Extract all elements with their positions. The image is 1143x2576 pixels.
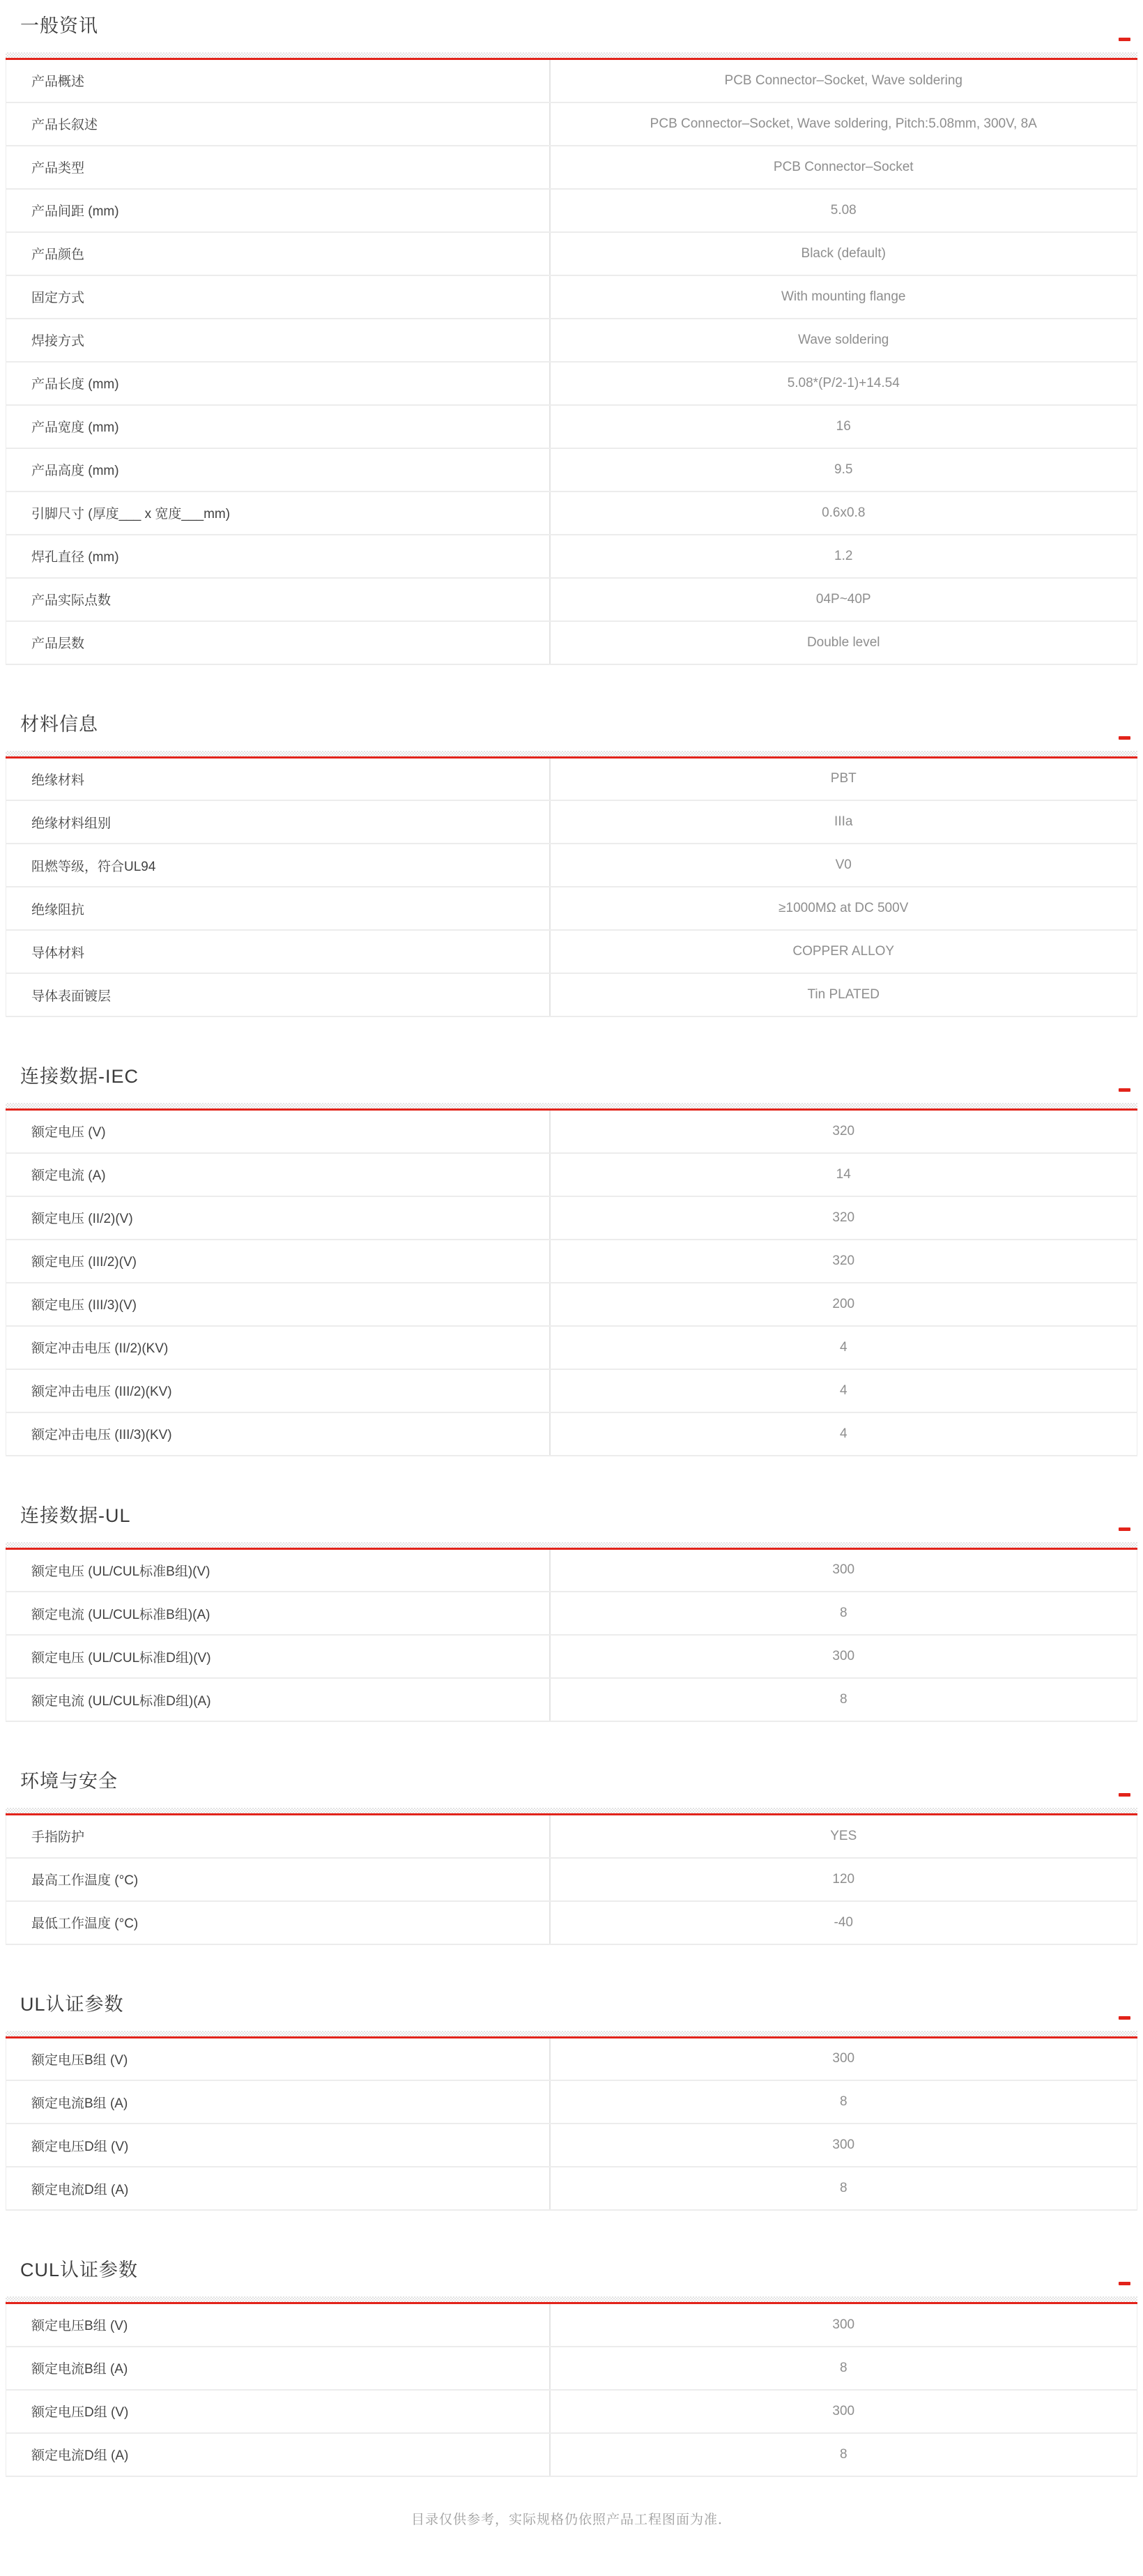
spec-value: 300 [550, 2037, 1137, 2080]
spec-value: 5.08 [550, 189, 1137, 232]
spec-label: 绝缘材料 [6, 757, 550, 800]
spec-row [6, 973, 1137, 1016]
spec-row [6, 189, 1137, 232]
spec-row [6, 2390, 1137, 2433]
spec-label: 额定电压D组 (V) [6, 2390, 550, 2433]
product-spec-page [6, 15, 1137, 2528]
spec-value: IIIa [550, 800, 1137, 844]
section-header [6, 1994, 1137, 2031]
spec-row [6, 2303, 1137, 2347]
spec-label: 产品概述 [6, 59, 550, 102]
spec-row [6, 2037, 1137, 2080]
section-title: 环境与安全 [20, 1771, 118, 1792]
spec-label: 额定电流B组 (A) [6, 2347, 550, 2390]
spec-label: 额定电流B组 (A) [6, 2080, 550, 2124]
section-title: CUL认证参数 [20, 2259, 139, 2280]
spec-value: PCB Connector–Socket [550, 146, 1137, 189]
hatch-divider [6, 2296, 1137, 2302]
spec-row [6, 844, 1137, 887]
spec-label: 固定方式 [6, 275, 550, 319]
spec-value: 9.5 [550, 448, 1137, 491]
section-title: 连接数据-IEC [20, 1066, 139, 1087]
section-material-info [6, 714, 1137, 1018]
spec-row [6, 1283, 1137, 1326]
spec-value: 320 [550, 1240, 1137, 1283]
spec-value: 14 [550, 1153, 1137, 1196]
spec-table [6, 1108, 1137, 1456]
spec-label: 焊孔直径 (mm) [6, 535, 550, 578]
spec-row [6, 1815, 1137, 1858]
spec-row [6, 1858, 1137, 1901]
spec-label: 产品长叙述 [6, 102, 550, 146]
section-title: UL认证参数 [20, 1993, 124, 2015]
spec-value: YES [550, 1815, 1137, 1858]
spec-row [6, 1240, 1137, 1283]
spec-label: 额定电压D组 (V) [6, 2124, 550, 2167]
spec-value: 04P~40P [550, 578, 1137, 621]
spec-value: 320 [550, 1110, 1137, 1153]
spec-label: 额定电压 (UL/CUL标准D组)(V) [6, 1635, 550, 1678]
spec-label: 产品层数 [6, 621, 550, 664]
spec-value: 0.6x0.8 [550, 491, 1137, 535]
spec-label: 绝缘材料组别 [6, 800, 550, 844]
section-header [6, 714, 1137, 751]
spec-row [6, 146, 1137, 189]
hatch-divider [6, 1103, 1137, 1108]
spec-value: 300 [550, 2303, 1137, 2347]
spec-row [6, 405, 1137, 448]
spec-row [6, 1592, 1137, 1635]
spec-value: 1.2 [550, 535, 1137, 578]
spec-row [6, 757, 1137, 800]
spec-row [6, 448, 1137, 491]
spec-row [6, 2347, 1137, 2390]
spec-row [6, 1153, 1137, 1196]
spec-label: 额定电压B组 (V) [6, 2037, 550, 2080]
spec-label: 产品长度 (mm) [6, 362, 550, 405]
spec-label: 产品实际点数 [6, 578, 550, 621]
spec-row [6, 275, 1137, 319]
spec-label: 额定电流D组 (A) [6, 2433, 550, 2476]
spec-label: 额定电流 (A) [6, 1153, 550, 1196]
spec-label: 产品高度 (mm) [6, 448, 550, 491]
spec-row [6, 930, 1137, 973]
spec-label: 额定电压 (V) [6, 1110, 550, 1153]
spec-row [6, 1110, 1137, 1153]
section-title: 材料信息 [20, 713, 98, 735]
spec-label: 额定冲击电压 (III/3)(KV) [6, 1412, 550, 1456]
spec-row [6, 102, 1137, 146]
section-ul-certification [6, 1994, 1137, 2211]
spec-value: COPPER ALLOY [550, 930, 1137, 973]
spec-value: 5.08*(P/2-1)+14.54 [550, 362, 1137, 405]
spec-value: 120 [550, 1858, 1137, 1901]
spec-row [6, 621, 1137, 664]
spec-value: With mounting flange [550, 275, 1137, 319]
spec-value: Black (default) [550, 232, 1137, 275]
spec-label: 产品宽度 (mm) [6, 405, 550, 448]
spec-value: 8 [550, 2347, 1137, 2390]
spec-value: 4 [550, 1369, 1137, 1412]
section-header [6, 1505, 1137, 1542]
spec-value: 300 [550, 1635, 1137, 1678]
spec-row [6, 1635, 1137, 1678]
collapse-minus-icon[interactable] [1119, 1088, 1130, 1092]
spec-value: 8 [550, 2433, 1137, 2476]
spec-value: 8 [550, 1678, 1137, 1721]
collapse-minus-icon[interactable] [1119, 38, 1130, 41]
spec-table [6, 756, 1137, 1018]
spec-row [6, 491, 1137, 535]
section-header [6, 2259, 1137, 2296]
spec-label: 最低工作温度 (°C) [6, 1901, 550, 1944]
spec-row [6, 887, 1137, 930]
spec-label: 手指防护 [6, 1815, 550, 1858]
spec-row [6, 2124, 1137, 2167]
collapse-minus-icon[interactable] [1119, 736, 1130, 740]
spec-value: 8 [550, 2167, 1137, 2210]
spec-label: 焊接方式 [6, 319, 550, 362]
spec-value: 300 [550, 2390, 1137, 2433]
spec-label: 额定冲击电压 (II/2)(KV) [6, 1326, 550, 1369]
spec-row [6, 319, 1137, 362]
spec-table [6, 2302, 1137, 2477]
spec-row [6, 1412, 1137, 1456]
hatch-divider [6, 52, 1137, 58]
spec-label: 额定电压 (UL/CUL标准B组)(V) [6, 1548, 550, 1592]
spec-value: -40 [550, 1901, 1137, 1944]
spec-value: 4 [550, 1412, 1137, 1456]
spec-value: ≥1000MΩ at DC 500V [550, 887, 1137, 930]
spec-label: 阻燃等级，符合UL94 [6, 844, 550, 887]
spec-value: 8 [550, 2080, 1137, 2124]
collapse-minus-icon[interactable] [1119, 1527, 1130, 1531]
spec-value: Tin PLATED [550, 973, 1137, 1016]
collapse-minus-icon[interactable] [1119, 1793, 1130, 1797]
collapse-minus-icon[interactable] [1119, 2282, 1130, 2285]
spec-row [6, 1548, 1137, 1592]
spec-row [6, 800, 1137, 844]
spec-row [6, 2080, 1137, 2124]
section-general-info [6, 15, 1137, 665]
spec-value: PBT [550, 757, 1137, 800]
spec-table [6, 1548, 1137, 1723]
spec-value: Wave soldering [550, 319, 1137, 362]
spec-row [6, 578, 1137, 621]
spec-row [6, 1678, 1137, 1721]
spec-label: 额定电压 (II/2)(V) [6, 1196, 550, 1240]
spec-table [6, 1813, 1137, 1945]
spec-row [6, 59, 1137, 102]
section-header [6, 15, 1137, 52]
spec-value: 8 [550, 1592, 1137, 1635]
spec-label: 产品颜色 [6, 232, 550, 275]
spec-label: 额定电压 (III/3)(V) [6, 1283, 550, 1326]
spec-label: 导体材料 [6, 930, 550, 973]
hatch-divider [6, 1808, 1137, 1813]
section-header [6, 1771, 1137, 1808]
spec-label: 额定电流 (UL/CUL标准D组)(A) [6, 1678, 550, 1721]
spec-row [6, 2167, 1137, 2210]
spec-label: 引脚尺寸 (厚度___ x 宽度___mm) [6, 491, 550, 535]
spec-table [6, 2036, 1137, 2211]
section-cul-certification [6, 2259, 1137, 2477]
spec-row [6, 362, 1137, 405]
footer-disclaimer: 目录仅供参考，实际规格仍依照产品工程图面为准． [411, 2512, 732, 2527]
spec-value: PCB Connector–Socket, Wave soldering [550, 59, 1137, 102]
spec-table [6, 58, 1137, 665]
spec-label: 产品间距 (mm) [6, 189, 550, 232]
spec-value: 16 [550, 405, 1137, 448]
spec-row [6, 232, 1137, 275]
section-title: 连接数据-UL [20, 1504, 131, 1526]
spec-row [6, 1901, 1137, 1944]
spec-label: 额定电流D组 (A) [6, 2167, 550, 2210]
collapse-minus-icon[interactable] [1119, 2016, 1130, 2020]
spec-value: Double level [550, 621, 1137, 664]
spec-value: 300 [550, 1548, 1137, 1592]
spec-row [6, 535, 1137, 578]
spec-label: 额定电流 (UL/CUL标准B组)(A) [6, 1592, 550, 1635]
section-header [6, 1066, 1137, 1103]
spec-label: 最高工作温度 (°C) [6, 1858, 550, 1901]
spec-label: 额定电压 (III/2)(V) [6, 1240, 550, 1283]
hatch-divider [6, 2031, 1137, 2036]
spec-label: 绝缘阻抗 [6, 887, 550, 930]
spec-value: 200 [550, 1283, 1137, 1326]
spec-value: V0 [550, 844, 1137, 887]
section-connection-data-iec [6, 1066, 1137, 1456]
spec-value: 4 [550, 1326, 1137, 1369]
spec-label: 额定电压B组 (V) [6, 2303, 550, 2347]
spec-row [6, 2433, 1137, 2476]
spec-value: 320 [550, 1196, 1137, 1240]
hatch-divider [6, 751, 1137, 756]
hatch-divider [6, 1542, 1137, 1548]
section-environment-safety [6, 1771, 1137, 1945]
spec-row [6, 1326, 1137, 1369]
spec-label: 额定冲击电压 (III/2)(KV) [6, 1369, 550, 1412]
spec-row [6, 1369, 1137, 1412]
spec-label: 导体表面镀层 [6, 973, 550, 1016]
spec-value: PCB Connector–Socket, Wave soldering, Pitch:5.08mm, 300V, 8A [550, 102, 1137, 146]
section-title: 一般资讯 [20, 15, 98, 36]
spec-row [6, 1196, 1137, 1240]
spec-label: 产品类型 [6, 146, 550, 189]
spec-value: 300 [550, 2124, 1137, 2167]
section-connection-data-ul [6, 1505, 1137, 1723]
